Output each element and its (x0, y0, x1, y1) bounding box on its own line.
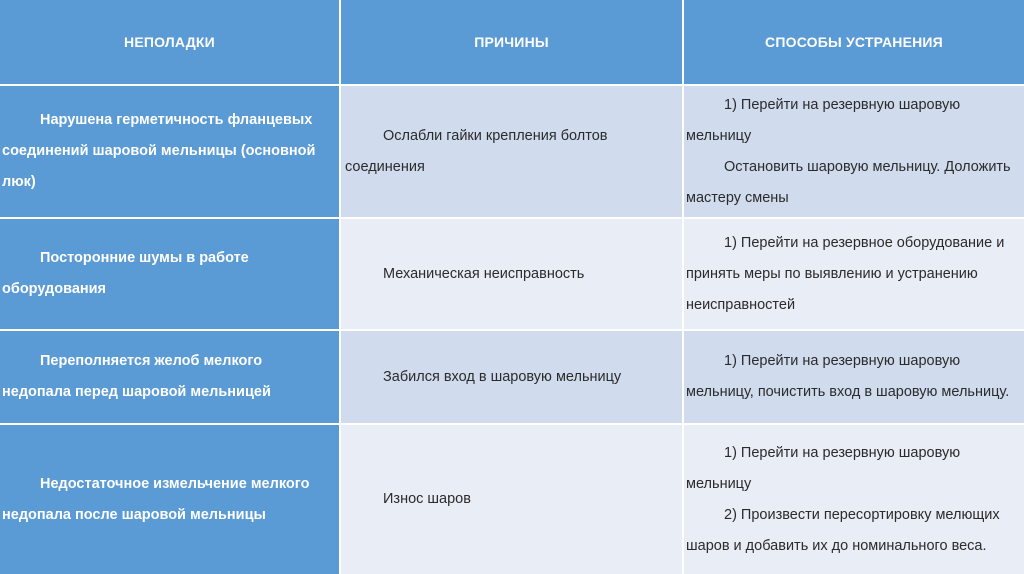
cause-cell (341, 219, 682, 329)
cause-text: Забился вход в шаровую мельницу (383, 368, 622, 385)
header-causes: ПРИЧИНЫ (341, 0, 682, 84)
remedy-step: 1) Перейти на резервную шаровую мельницу (686, 444, 961, 492)
header-problems: НЕПОЛАДКИ (0, 0, 339, 84)
remedy-step: 1) Перейти на резервную шаровую мельницу (686, 96, 961, 144)
problem-text: Нарушена герметичность фланцевых соединений шаровой мельницы (основной люк) (2, 112, 316, 190)
remedy-step: 2) Произвести пересортировку мелющих шаров и добавить их до номинального веса. (686, 506, 1000, 554)
remedy-step: 1) Перейти на резервное оборудование и принять меры по выявлению и устранению неисправностей (686, 234, 1005, 313)
remedy-cell (684, 86, 1024, 217)
remedy-cell (684, 425, 1024, 574)
problem-text: Недостаточное измельчение мелкого недопала после шаровой мельницы (2, 475, 310, 523)
remedy-cell (684, 219, 1024, 329)
table-row (0, 425, 1024, 574)
problem-cell (0, 425, 339, 574)
remedy-cell (684, 331, 1024, 423)
cause-cell (341, 425, 682, 574)
cause-text: Ослабли гайки крепления болтов соединения (345, 127, 608, 175)
problem-cell (0, 331, 339, 423)
table-row (0, 331, 1024, 423)
cause-text: Механическая неисправность (383, 265, 585, 282)
remedy-step: Остановить шаровую мельницу. Доложить мастеру смены (686, 158, 1011, 206)
cause-text: Износ шаров (383, 491, 471, 507)
problem-cell (0, 219, 339, 329)
problem-text: Посторонние шумы в работе оборудования (2, 250, 249, 297)
table-row (0, 86, 1024, 217)
cause-cell (341, 331, 682, 423)
problem-text: Переполняется желоб мелкого недопала перед шаровой мельницей (2, 353, 271, 400)
header-remedies: СПОСОБЫ УСТРАНЕНИЯ (684, 0, 1024, 84)
cause-cell (341, 86, 682, 217)
table-row (0, 219, 1024, 329)
table-header-row (0, 0, 1024, 84)
remedy-step: 1) Перейти на резервную шаровую мельницу, почистить вход в шаровую мельницу. (686, 353, 1010, 400)
problem-cell (0, 86, 339, 217)
